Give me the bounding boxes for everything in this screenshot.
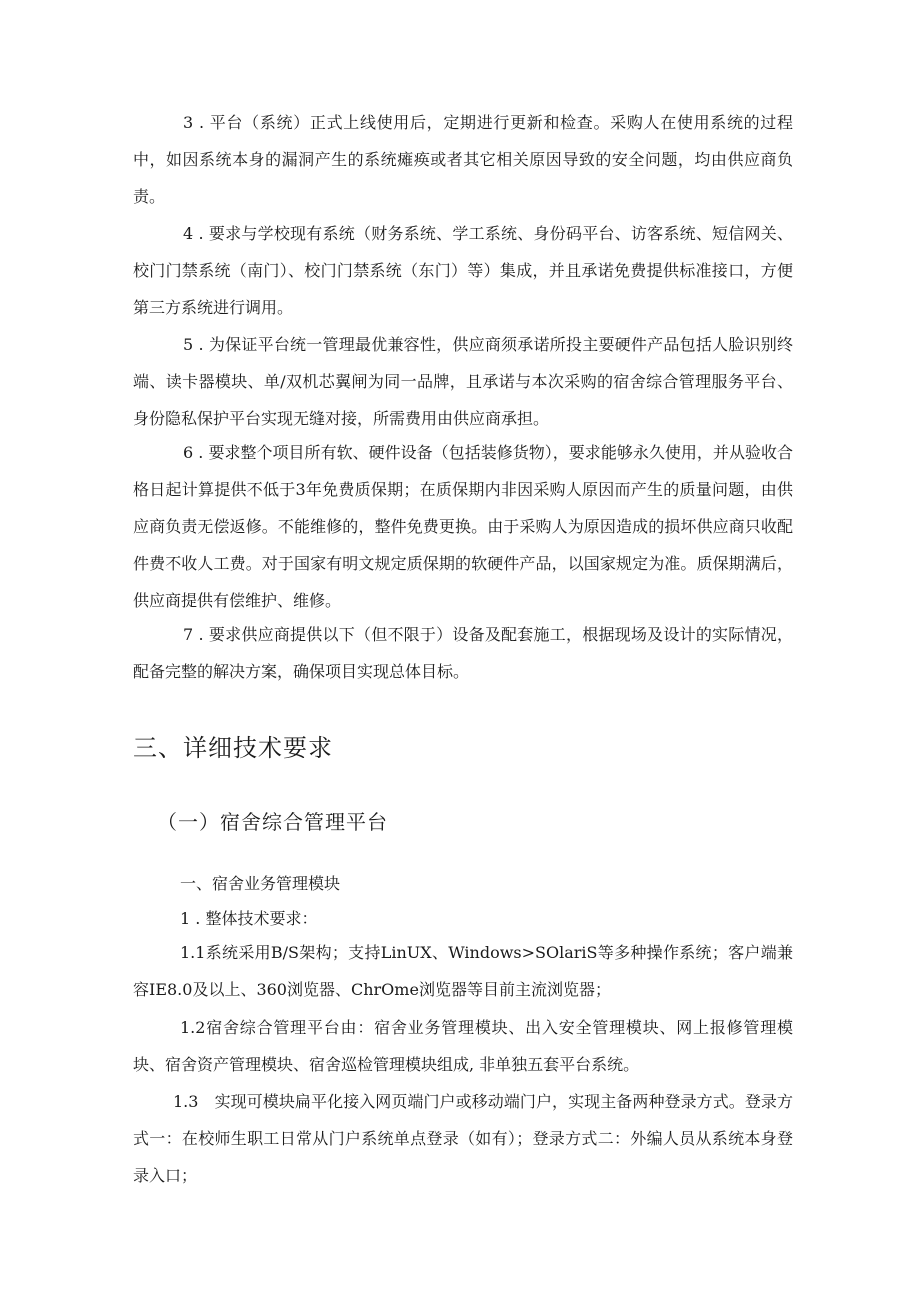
module-heading-1: 一、宿舍业务管理模块 xyxy=(180,874,341,893)
paragraph-3: 3 . 平台（系统）正式上线使用后，定期进行更新和检查。采购人在使用系统的过程中，如因系统本身的漏洞产生的系统瘫痪或者其它相关原因导致的安全问题，均由供应商负责。 xyxy=(133,113,793,206)
detail-1-2: 1.2宿舍综合管理平台由：宿舍业务管理模块、出入安全管理模块、网上报修管理模块、宿舍资产管理模块、宿舍巡检管理模块组成, 非单独五套平台系统。 xyxy=(133,1018,793,1074)
detail-1-1: 1.1系统采用B/S架构；支持LinUX、Windows>SOlariS等多种操作系统；客户端兼容IE8.0及以上、360浏览器、ChrOme浏览器等目前主流浏览器； xyxy=(133,943,793,999)
paragraph-7: 7 . 要求供应商提供以下（但不限于）设备及配套施工，根据现场及设计的实际情况，配备完整的解决方案，确保项目实现总体目标。 xyxy=(133,625,793,681)
section-heading-3: 三、详细技术要求 xyxy=(133,734,333,762)
paragraph-4: 4 . 要求与学校现有系统（财务系统、学工系统、身份码平台、访客系统、短信网关、校门门禁系统（南门）、校门门禁系统（东门）等）集成，并且承诺免费提供标准接口，方便第三方系统进行调用。 xyxy=(133,224,793,317)
detail-1-3: 1.3 实现可模块扁平化接入网页端门户或移动端门户，实现主备两种登录方式。登录方式一：在校师生职工日常从门户系统单点登录（如有）；登录方式二：外编人员从系统本身登录入口； xyxy=(133,1092,793,1185)
paragraph-6: 6 . 要求整个项目所有软、硬件设备（包括装修货物），要求能够永久使用，并从验收合格日起计算提供不低于3年免费质保期；在质保期内非因采购人原因而产生的质量问题，由供应商负责无偿返修。不能维修的，整件免费更换。由于采购人为原因造成的损坏供应商只收配件费不收人工费。对于国家有明文规定质保期的软硬件产品，以国家规定为准。质保期满后，供应商提供有偿维护、维修。 xyxy=(133,443,793,610)
item-heading-1: 1 . 整体技术要求： xyxy=(180,909,318,928)
paragraph-5: 5 . 为保证平台统一管理最优兼容性，供应商须承诺所投主要硬件产品包括人脸识别终端、读卡器模块、单/双机芯翼闸为同一品牌，且承诺与本次采购的宿舍综合管理服务平台、身份隐私保护平台实现无缝对接，所需费用由供应商承担。 xyxy=(133,335,793,428)
subsection-heading-1: （一）宿舍综合管理平台 xyxy=(157,810,388,834)
